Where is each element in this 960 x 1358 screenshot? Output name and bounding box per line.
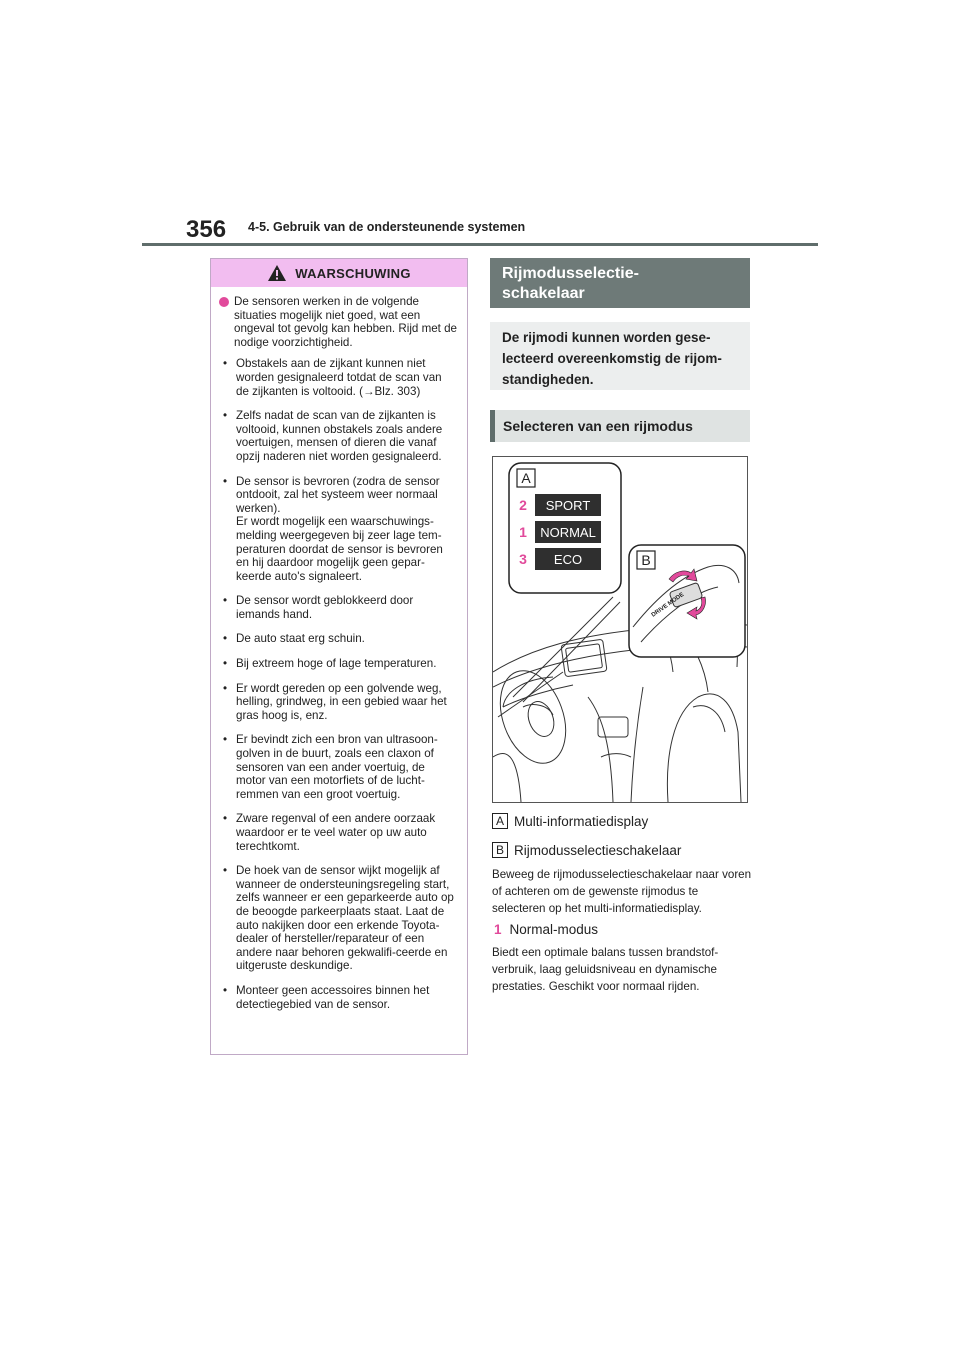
subsection-heading: Selecteren van een rijmodus: [490, 410, 750, 442]
section-intro: De rijmodi kunnen worden gese- lecteerd overeenkomstig de rijom- standigheden.: [490, 322, 750, 390]
legend-b-text: Rijmodusselectieschakelaar: [514, 842, 682, 858]
list-item: • De auto staat erg schuin.: [219, 632, 457, 646]
warning-intro: De sensoren werken in de volgende situaties mogelijk niet goed, wat een ongeval tot gevolg kan hebben. Rijd met de nodige voorzichtigheid.: [234, 295, 458, 349]
mode-number: 1: [519, 524, 527, 540]
callout-b-letter: B: [641, 552, 651, 568]
list-item: • Obstakels aan de zijkant kunnen niet worden gesignaleerd totdat de scan van de zijkanten is voltooid. (→Blz. 303): [219, 357, 457, 398]
list-item: • Er wordt gereden op een golvende weg, helling, grindweg, in een gebied waar het gras hoog is, enz.: [219, 682, 457, 723]
bullet-dot-icon: [219, 297, 229, 307]
normal-mode-text: Biedt een optimale balans tussen brandstof-verbruik, laag geluidsniveau en dynamische prestaties. Geschikt voor normaal rijden.: [492, 946, 719, 993]
mode-label-sport: SPORT: [545, 498, 591, 513]
mode-label-eco: ECO: [553, 552, 583, 567]
list-item: • De hoek van de sensor wijkt mogelijk af wanneer de ondersteuningsregeling start, zelfs wanneer er een geparkeerde auto op de beoogde parkeerplaats staat. Laat de auto nakijken door een erkende Toyota-dealer of hersteller/reparateur of een andere naar behoren gekwalifi-ceerde en uitgeruste deskundige.: [219, 864, 457, 973]
page-number: 356: [186, 216, 227, 243]
cockpit-illustration: [493, 457, 747, 802]
warning-list: [219, 357, 457, 1011]
warning-header: [211, 259, 467, 287]
legend-a: [492, 813, 648, 829]
mode-label-normal: NORMAL: [540, 525, 596, 540]
normal-mode-heading: [494, 922, 598, 937]
switch-label: DRIVE MODE: [650, 591, 686, 619]
mode-number: 2: [519, 497, 527, 513]
list-item: • Zelfs nadat de scan van de zijkanten is voltooid, kunnen obstakels zoals andere voertuigen, mensen of dieren die vanaf opzij naderen niet worden gesignaleerd.: [219, 409, 457, 463]
drive-mode-figure: [492, 456, 748, 803]
legend-b: [492, 842, 681, 858]
list-item: • Er bevindt zich een bron van ultrasoon-golven in de buurt, zoals een claxon of sensoren van een ander voertuig, de motor van een motorfiets of de lucht-remmen van een groot voertuig.: [219, 733, 457, 801]
list-item: • De sensor wordt geblokkeerd door iemands hand.: [219, 594, 457, 621]
header-rule: [142, 243, 818, 246]
instruction-paragraph: Beweeg de rijmodusselectieschakelaar naar voren of achteren om de gewenste rijmodus te selecteren op het multi-informatiedisplay.: [492, 868, 752, 915]
mode-number: 3: [519, 551, 527, 567]
list-item: • Bij extreem hoge of lage temperaturen.: [219, 657, 457, 671]
callout-a-letter: A: [521, 470, 531, 486]
legend-b-letter: B: [492, 842, 508, 858]
list-item: • Monteer geen accessoires binnen het detectiegebied van de sensor.: [219, 984, 457, 1011]
legend-a-text: Multi-informatiedisplay: [514, 813, 649, 829]
legend-a-letter: A: [492, 813, 508, 829]
section-heading-drive-mode-switch: Rijmodusselectie- schakelaar: [490, 258, 750, 308]
warning-box: [210, 258, 468, 1055]
warning-triangle-icon: [267, 264, 287, 282]
chapter-title: 4-5. Gebruik van de ondersteunende systemen: [248, 220, 526, 234]
list-item: • De sensor is bevroren (zodra de sensor ontdooit, zal het systeem weer normaal werken). Er wordt mogelijk een waarschuwings-melding weergegeven bij zeer lage tem-peraturen doordat de sensor is bevroren en hij daardoor mogelijk geen gepar-keerde auto's signaleert.: [219, 475, 457, 584]
warning-title: WAARSCHUWING: [295, 265, 411, 281]
list-item: • Zware regenval of een andere oorzaak waardoor er te veel water op uw auto terechtkomt.: [219, 812, 457, 853]
normal-mode-title: Normal-modus: [509, 922, 599, 937]
normal-mode-number: 1: [494, 922, 502, 937]
